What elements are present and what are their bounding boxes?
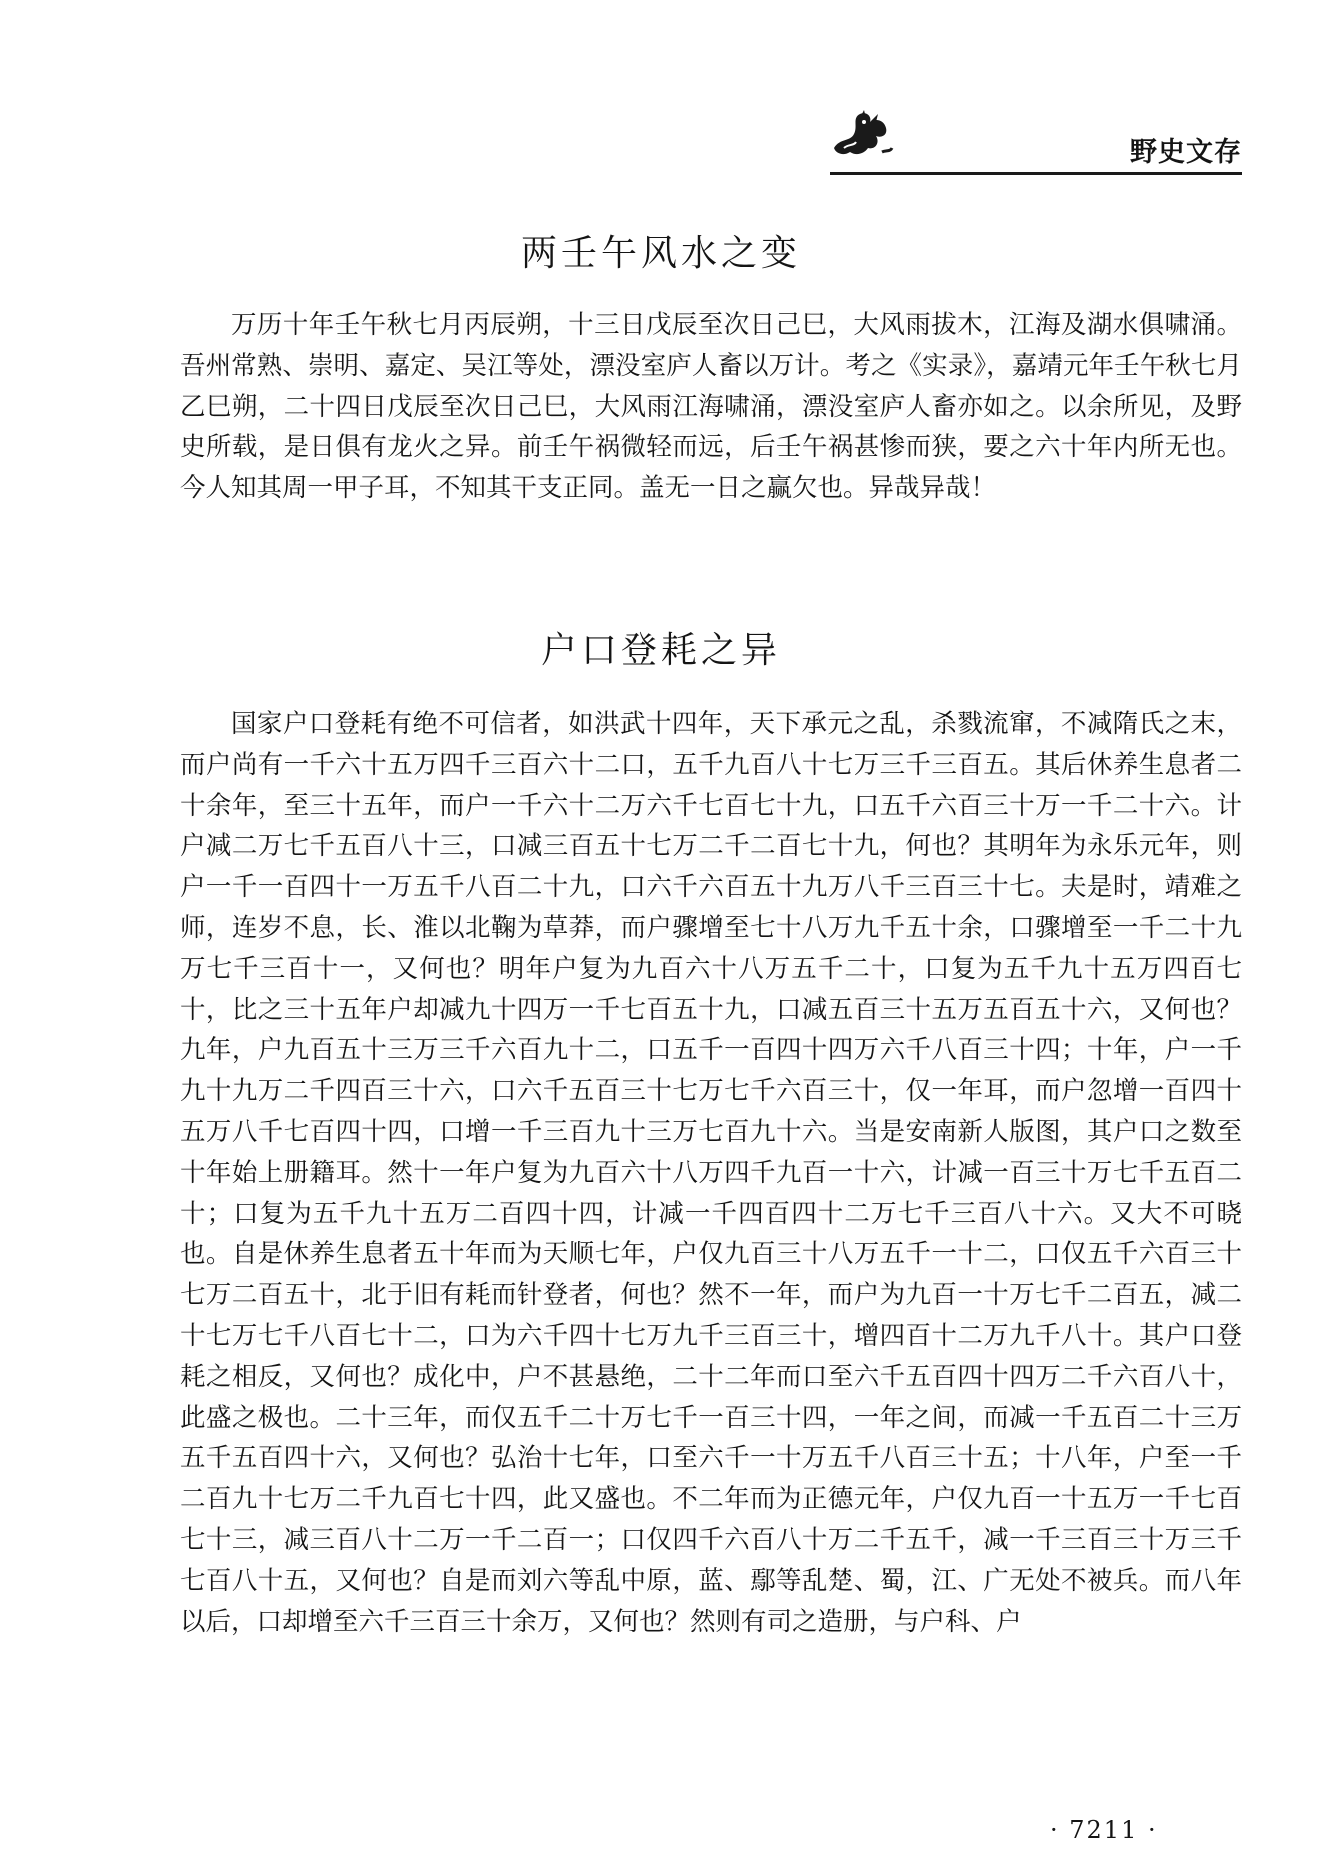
- header-rule: [830, 172, 1242, 175]
- section-title-hukou: 户口登耗之异: [540, 630, 781, 671]
- running-header: [830, 108, 1242, 178]
- paragraph-hukou: 国家户口登耗有绝不可信者，如洪武十四年，天下承元之乱，杀戮流窜，不减隋氏之末，而户尚有一千六十五万四千三百六十二口，五千九百八十七万三千三百五。其后休养生息者二十余年，至三十五年，而户一千六十二万六千七百七十九，口五千六百三十万一千二十六。计户减二万七千五百八十三，口减三百五十七万二千二百七十九，何也？其明年为永乐元年，则户一千一百四十一万五千八百二十九，口六千六百五十九万八千三百三十七。夫是时，靖难之师，连岁不息，长、淮以北鞠为草莽，而户骤增至七十八万九千五十余，口骤增至一千二十九万七千三百十一，又何也？明年户复为九百六十八万五千二十，口复为五千九十五万四百七十，比之三十五年户却减九十四万一千七百五十九，口减五百三十五万五百五十六，又何也？九年，户九百五十三万三千六百九十二，口五千一百四十四万六千八百三十四；十年，户一千九十九万二千四百三十六，口六千五百三十七万七千六百三十，仅一年耳，而户忽增一百四十五万八千七百四十四，口增一千三百九十三万七百九十六。当是安南新人版图，其户口之数至十年始上册籍耳。然十一年户复为九百六十八万四千九百一十六，计减一百三十万七千五百二十；口复为五千九十五万二百四十四，计减一千四百四十二万七千三百八十六。又大不可晓也。自是休养生息者五十年而为天顺七年，户仅九百三十八万五千一十二，口仅五千六百三十七万二百五十，北于旧有耗而针登者，何也？然不一年，而户为九百一十万七千二百五，减二十七万七千八百七十二，口为六千四十七万九千三百三十，增四百十二万九千八十。其户口登耗之相反，又何也？成化中，户不甚悬绝，二十二年而口至六千五百四十四万二千六百八十，此盛之极也。二十三年，而仅五千二十万七千一百三十四，一年之间，而减一千五百二十三万五千五百四十六，又何也？弘治十七年，口至六千一十万五千八百三十五；十八年，户至一千二百九十七万二千九百七十四，此又盛也。不二年而为正德元年，户仅九百一十五万一千七百七十三，减三百八十二万一千二百一；口仅四千六百八十万二千五千，减一千三百三十万三千七百八十五，又何也？自是而刘六等乱中原，蓝、鄢等乱楚、蜀，江、广无处不被兵。而八年以后，口却增至六千三百三十余万，又何也？然则有司之造册，与户科、户: [180, 709, 1242, 1637]
- paragraph-fengshui: 万历十年壬午秋七月丙辰朔，十三日戊辰至次日己巳，大风雨拔木，江海及湖水俱啸涌。吾州常熟、崇明、嘉定、吴江等处，漂没室庐人畜以万计。考之《实录》，嘉靖元年壬午秋七月乙巳朔，二十四日戊辰至次日己巳，大风雨江海啸涌，漂没室庐人畜亦如之。以余所见，及野史所载，是日俱有龙火之异。前壬午祸微轻而远，后壬午祸甚惨而狭，要之六十年内所无也。今人知其周一甲子耳，不知其干支正同。盖无一日之赢欠也。异哉异哉！: [180, 310, 1242, 504]
- dragon-emblem-icon: [830, 108, 894, 160]
- series-title: 野史文存: [1130, 137, 1242, 168]
- page-number: · 7211 ·: [1050, 1816, 1158, 1844]
- section-title-fengshui: 两壬午风水之变: [520, 233, 801, 274]
